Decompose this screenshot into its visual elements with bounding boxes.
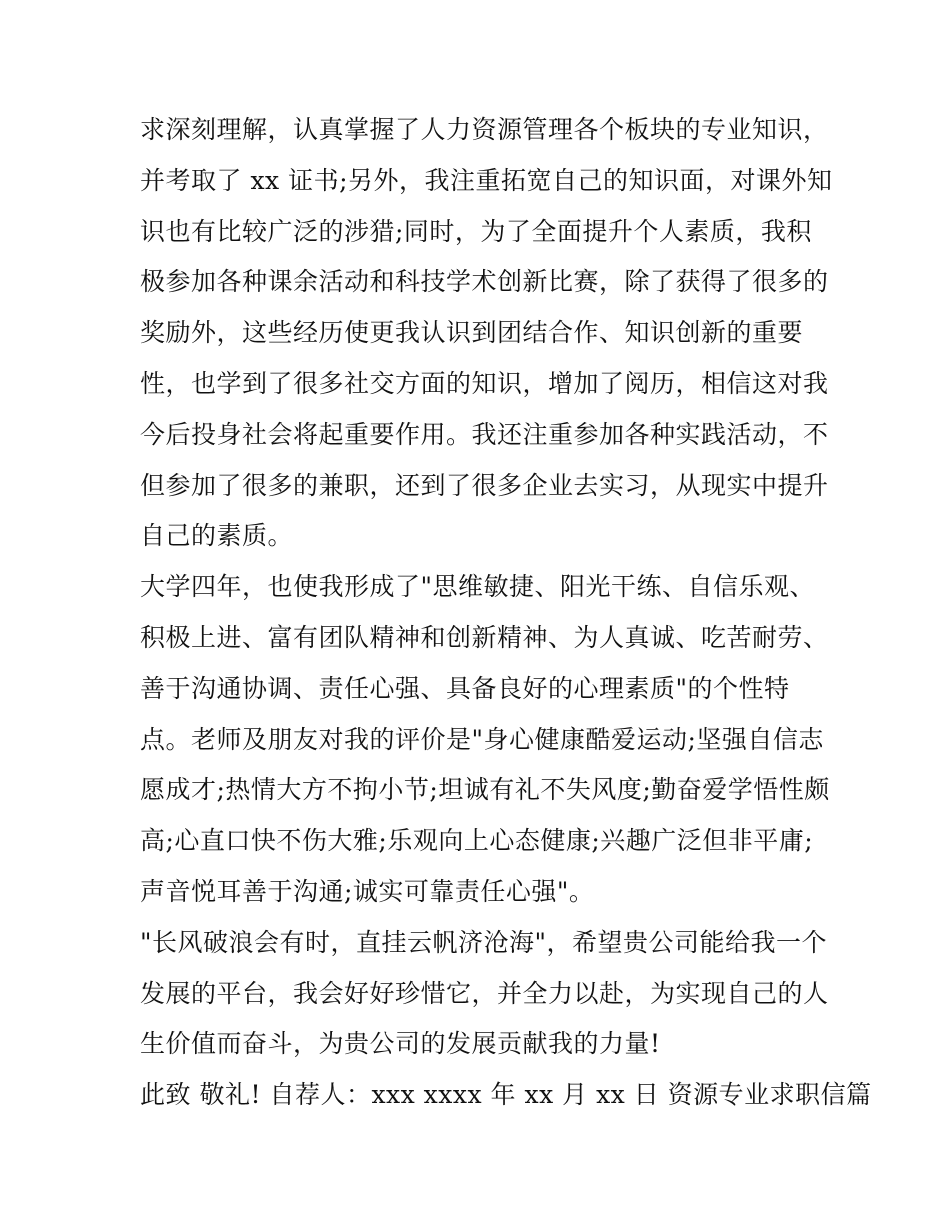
text-line: 点。老师及朋友对我的评价是"身心健康酷爱运动;坚强自信志 xyxy=(140,724,824,754)
text-line: 并考取了 xx 证书;另外，我注重拓宽自己的知识面，对课外知 xyxy=(140,165,833,195)
text-line: 发展的平台，我会好好珍惜它，并全力以赴，为实现自己的人 xyxy=(140,978,829,1008)
text-line: 求深刻理解，认真掌握了人力资源管理各个板块的专业知识， xyxy=(140,115,829,144)
text-line: 极参加各种课余活动和科技学术创新比赛，除了获得了很多的 xyxy=(140,267,829,297)
text-line: 生价值而奋斗，为贵公司的发展贡献我的力量! xyxy=(140,1029,661,1059)
text-line: 愿成才;热情大方不拘小节;坦诚有礼不失风度;勤奋爱学悟性颇 xyxy=(140,775,830,805)
letter-body xyxy=(140,105,872,1121)
text-line: 高;心直口快不伤大雅;乐观向上心态健康;兴趣广泛但非平庸; xyxy=(140,826,814,856)
text-line: "长风破浪会有时，直挂云帆济沧海"，希望贵公司能给我一个 xyxy=(140,927,828,957)
text-line: 但参加了很多的兼职，还到了很多企业去实习，从现实中提升 xyxy=(140,470,829,500)
text-line: 自己的素质。 xyxy=(140,521,294,551)
text-line: 识也有比较广泛的涉猎;同时，为了全面提升个人素质，我积 xyxy=(140,216,812,246)
text-line: 此致 敬礼! 自荐人：xxx xxxx 年 xx 月 xx 日 资源专业求职信篇 xyxy=(140,1080,872,1110)
text-line: 积极上进、富有团队精神和创新精神、为人真诚、吃苦耐劳、 xyxy=(140,622,829,652)
text-line: 大学四年，也使我形成了"思维敏捷、阳光干练、自信乐观、 xyxy=(140,572,816,602)
text-line: 声音悦耳善于沟通;诚实可靠责任心强"。 xyxy=(140,876,595,906)
text-line: 今后投身社会将起重要作用。我还注重参加各种实践活动，不 xyxy=(140,419,829,449)
text-line: 奖励外，这些经历使更我认识到团结合作、知识创新的重要 xyxy=(140,318,804,348)
text-line: 性，也学到了很多社交方面的知识，增加了阅历，相信这对我 xyxy=(140,368,829,398)
text-line: 善于沟通协调、责任心强、具备良好的心理素质"的个性特 xyxy=(140,673,790,703)
